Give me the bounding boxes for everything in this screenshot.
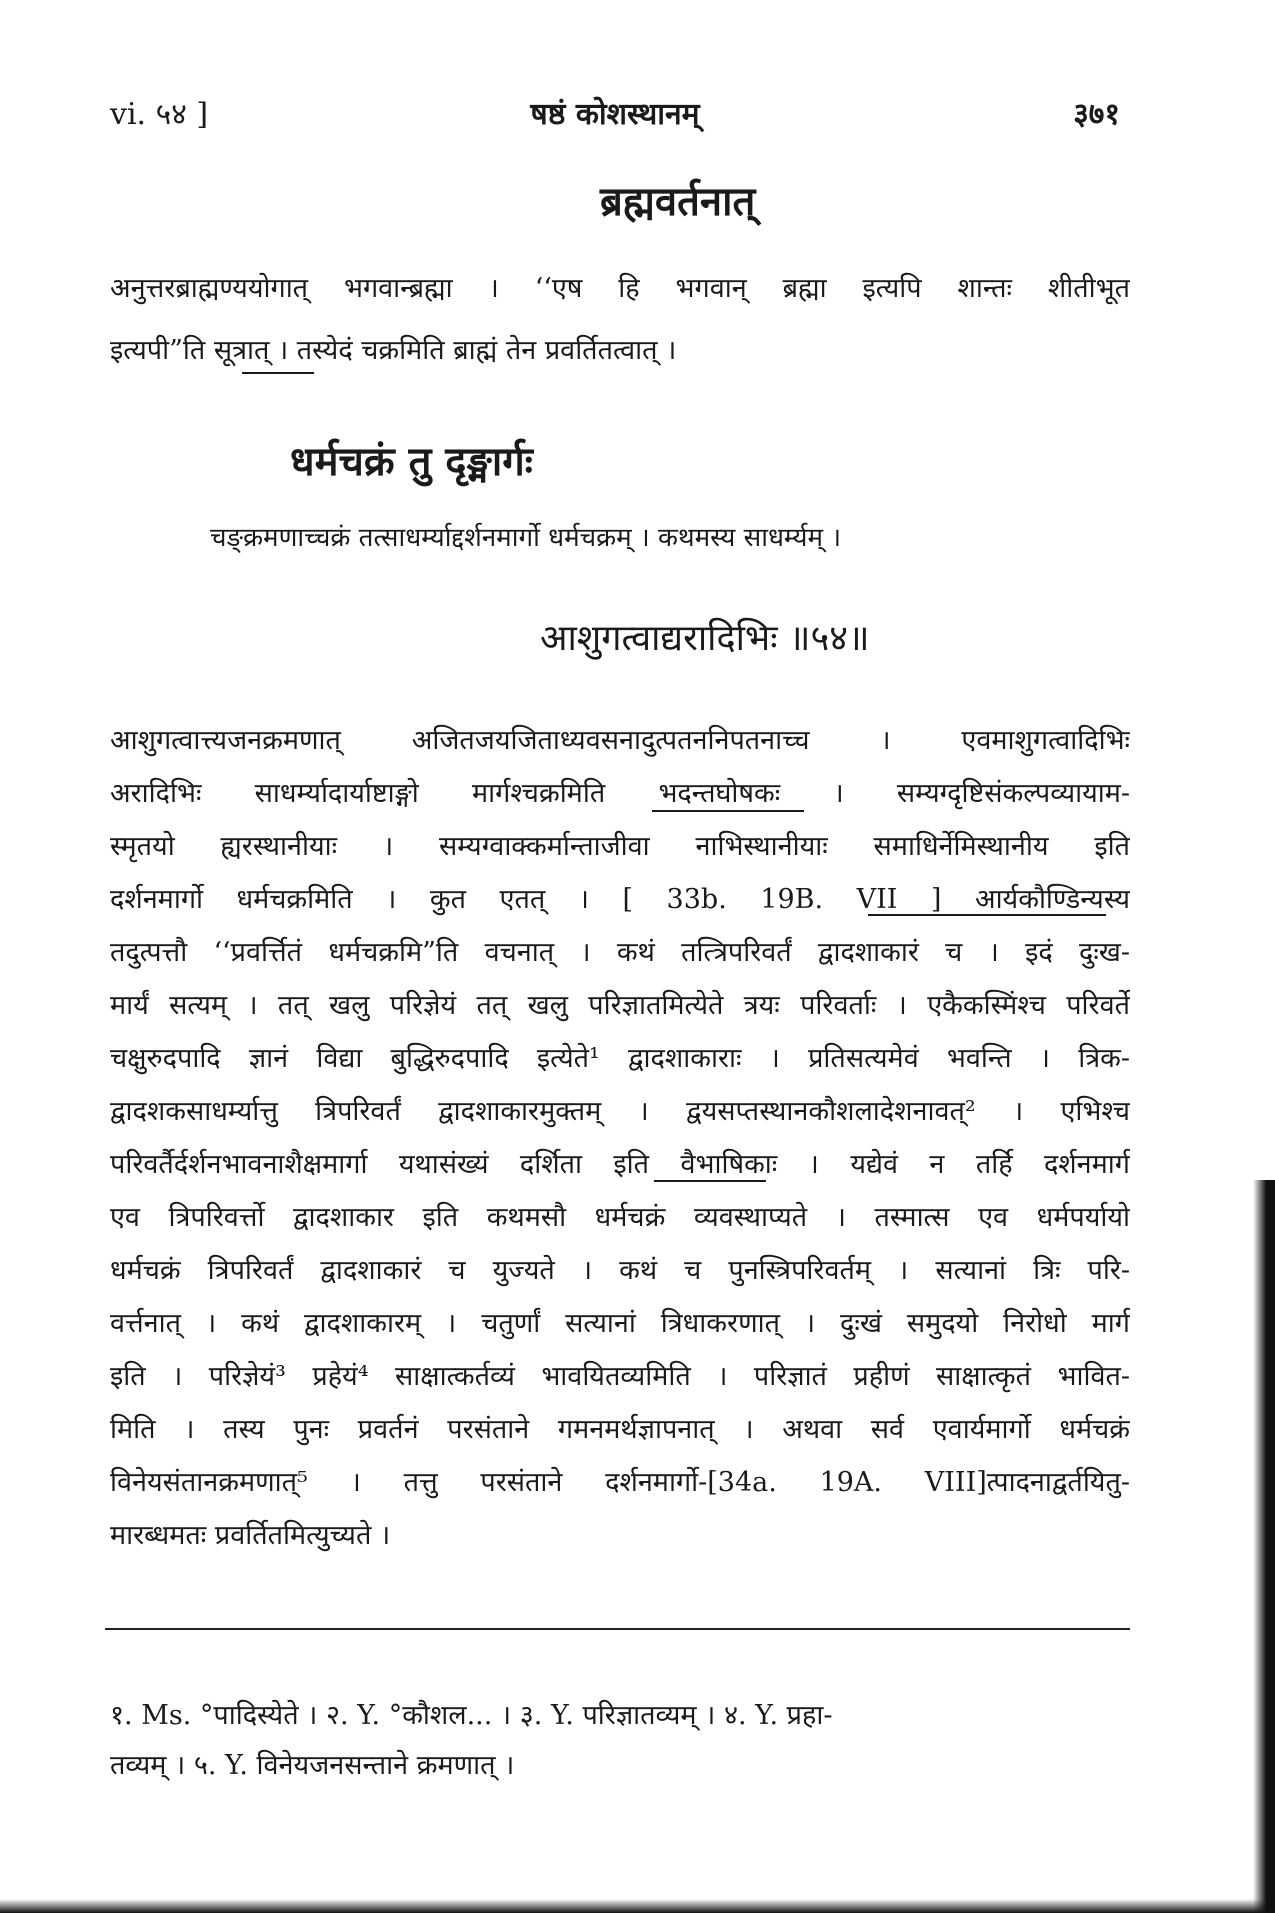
scan-shadow-bottom	[0, 1899, 1275, 1913]
underline-vaibhashika	[654, 1180, 766, 1182]
para3-line-4: दर्शनमार्गो धर्मचक्रमिति । कुत एतत् । [ 33b. 19B. VII ] आर्यकौण्डिन्यस्य	[110, 884, 1130, 915]
para3-line-1: आशुगत्वात्त्यजनक्रमणात् अजितजयजिताध्यवसनादुत्पतननिपतनाच्च । एवमाशुगत्वादिभिः	[110, 725, 1130, 756]
heading-brahmavartanat: ब्रह्मवर्तनात्	[600, 178, 756, 225]
para3-line-2: अरादिभिः साधर्म्यादार्याष्टाङ्गो मार्गश्चक्रमिति भदन्तघोषकः । सम्यग्दृष्टिसंकल्पव्यायाम-	[110, 778, 1130, 809]
para3-line-8: द्वादशकसाधर्म्यात्तु त्रिपरिवर्तं द्वादशाकारमुक्तम् । द्वयसप्तस्थानकौशलादेशनावत्² । एभिश्च	[110, 1096, 1130, 1127]
underline-bhadantaghoshaka	[652, 810, 804, 812]
para3-line-9: परिवर्तैर्दर्शनभावनाशैक्षमार्गा यथासंख्यं दर्शिता इति वैभाषिकाः । यद्येवं न तर्हि दर्शनमार्ग	[110, 1149, 1130, 1180]
underline-aryakaundinyasya	[868, 914, 1106, 916]
para1-line-2-text: इत्यपी”ति सूत्रात् । तस्येदं चक्रमिति ब्राह्मं तेन प्रवर्तितत्वात् ।	[110, 335, 677, 366]
para3-line-16: मारब्धमतः प्रवर्तितमित्युच्यते ।	[110, 1520, 391, 1551]
para1-line-2	[110, 330, 1130, 367]
para2-line: चङ्क्रमणाच्चक्रं तत्साधर्म्याद्दर्शनमार्गो धर्मचक्रम् । कथमस्य साधर्म्यम् ।	[210, 523, 842, 553]
para3-line-3: स्मृतयो ह्यरस्थानीयाः । सम्यग्वाक्कर्मान्ताजीवा नाभिस्थानीयाः समाधिर्नेमिस्थानीय इति	[110, 831, 1130, 862]
para3-line-5: तदुत्पत्तौ ‘‘प्रवर्त्तितं धर्मचक्रमि”ति वचनात् । कथं तत्त्रिपरिवर्तं द्वादशाकारं च । इदं दुःख-	[110, 937, 1130, 968]
footnote-line-1: १. Ms. °पादिस्येते । २. Y. °कौशल... । ३. Y. परिज्ञातव्यम् । ४. Y. प्रहा-	[110, 1700, 833, 1731]
para3-line-7: चक्षुरुदपादि ज्ञानं विद्या बुद्धिरुदपादि इत्येते¹ द्वादशाकाराः । प्रतिसत्यमेवं भवन्ति । त्रिक-	[110, 1043, 1130, 1074]
para3-line-15: विनेयसंतानक्रमणात्⁵ । तत्तु परसंताने दर्शनमार्गो-[34a. 19A. VIII]त्पादनाद्वर्तयितु-	[110, 1467, 1130, 1498]
para3-line-14: मिति । तस्य पुनः प्रवर्तनं परसंताने गमनमर्थज्ञापनात् । अथवा सर्व एवार्यमार्गो धर्मचक्रं	[110, 1414, 1130, 1445]
scan-shadow-right	[1253, 1180, 1275, 1913]
chapter-title: षष्ठं कोशस्थानम्	[530, 97, 700, 132]
para1-line-1: अनुत्तरब्राह्मण्ययोगात् भगवान्ब्रह्मा । ‘‘एष हि भगवान् ब्रह्मा इत्यपि शान्तः शीतीभूत	[110, 273, 1130, 304]
para3-line-10: एव त्रिपरिवर्त्तो द्वादशाकार इति कथमसौ धर्मचक्रं व्यवस्थाप्यते । तस्मात्स एव धर्मपर्यायो	[110, 1202, 1130, 1233]
heading-dharmacakra: धर्मचक्रं तु दृङ्मार्गः	[290, 438, 533, 485]
para3-line-11: धर्मचक्रं त्रिपरिवर्तं द्वादशाकारं च युज्यते । कथं च पुनस्त्रिपरिवर्तम् । सत्यानां त्रिः परि-	[110, 1255, 1130, 1286]
para3-line-13: इति । परिज्ञेयं³ प्रहेयं⁴ साक्षात्कर्तव्यं भावयितव्यमिति । परिज्ञातं प्रहीणं साक्षात्कृतं भावित-	[110, 1361, 1130, 1392]
karika-verse: आशुगत्वाद्यरादिभिः ॥५४॥	[540, 618, 870, 659]
running-header	[110, 92, 1120, 132]
footnote-line-2: तव्यम् । ५. Y. विनेयजनसन्ताने क्रमणात् ।	[110, 1750, 515, 1781]
section-reference: vi. ५४ ]	[110, 97, 209, 132]
page-number: ३७१	[1073, 97, 1120, 132]
footnote-rule	[105, 1628, 1130, 1630]
para3-line-6: मार्यं सत्यम् । तत् खलु परिज्ञेयं तत् खलु परिज्ञातमित्येते त्रयः परिवर्ताः । एकैकस्मिंश्च परिवर्ते	[110, 990, 1130, 1021]
underline-sutrat	[242, 372, 314, 374]
para3-line-12: वर्त्तनात् । कथं द्वादशाकारम् । चतुर्णां सत्यानां त्रिधाकरणात् । दुःखं समुदयो निरोधो मार्ग	[110, 1308, 1130, 1339]
